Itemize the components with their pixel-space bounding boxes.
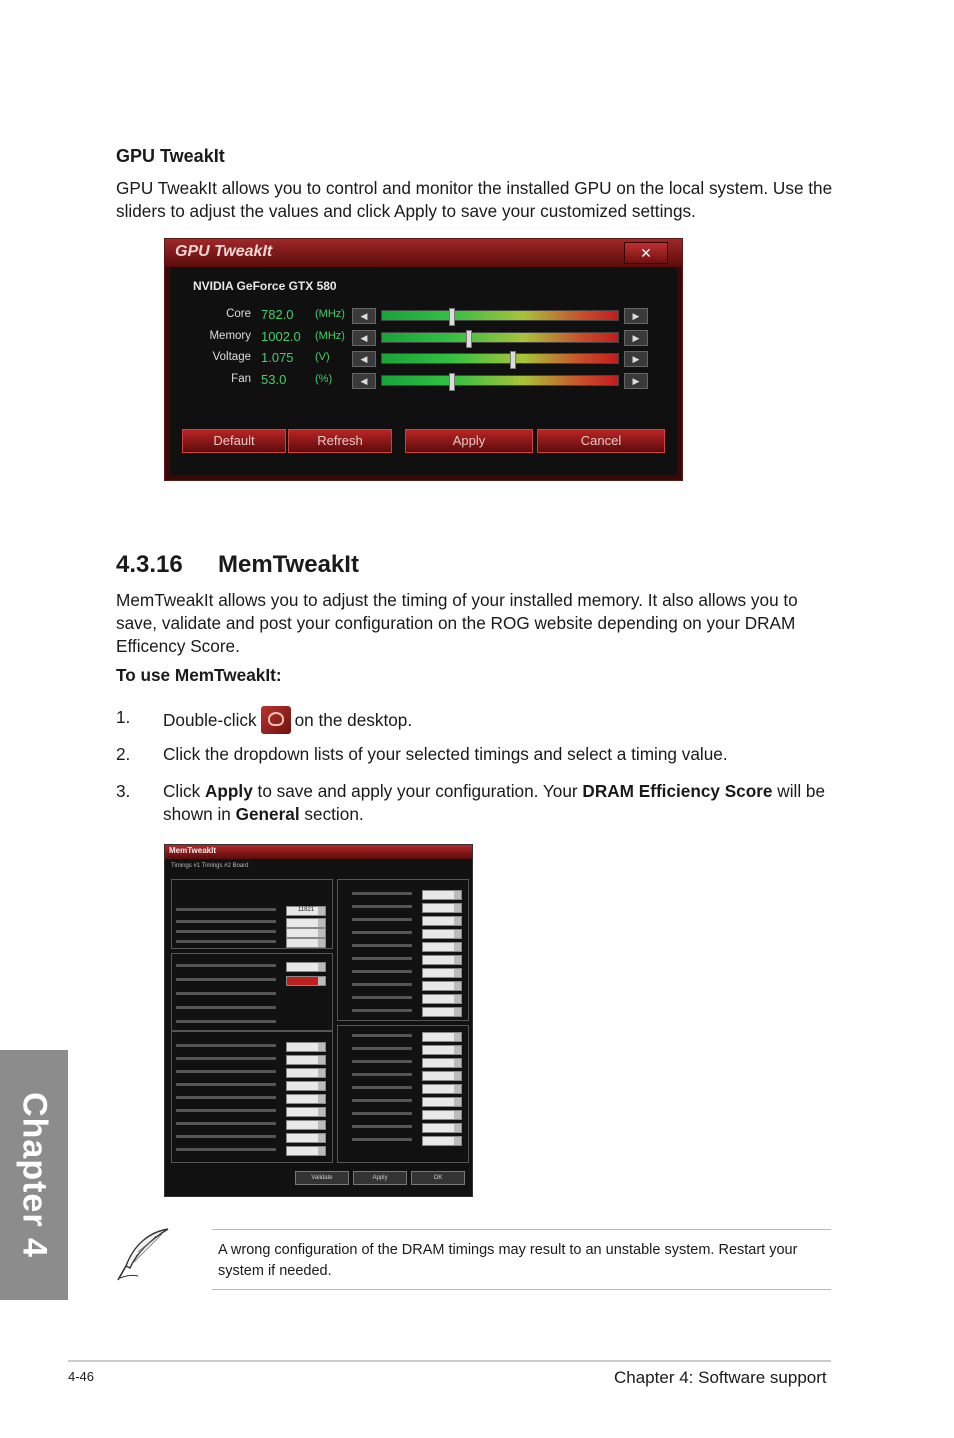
- arrow-left-icon[interactable]: ◀: [352, 330, 376, 346]
- core-unit: (MHz): [315, 308, 345, 320]
- gpu-row-voltage: [165, 351, 682, 367]
- note-bottom-rule: [212, 1289, 831, 1290]
- cancel-button[interactable]: Cancel: [537, 429, 665, 453]
- board-timings-group: [337, 1025, 469, 1163]
- section-title-text: MemTweakIt: [218, 551, 359, 578]
- gpu-window-titlebar: [165, 239, 682, 267]
- gpu-row-fan: [165, 373, 682, 389]
- step-number: 1.: [116, 707, 131, 727]
- fan-label: Fan: [231, 373, 251, 385]
- close-icon[interactable]: ✕: [624, 242, 668, 264]
- voltage-label: Voltage: [212, 351, 251, 363]
- step-text-before: Double-click: [163, 710, 257, 730]
- step-3: [116, 780, 838, 828]
- step-text: [163, 706, 838, 734]
- section-number: 4.3.16: [116, 551, 183, 578]
- gpu-model-label: NVIDIA GeForce GTX 580: [193, 279, 337, 293]
- core-label: Core: [226, 308, 251, 320]
- step-text-after: on the desktop.: [294, 710, 413, 730]
- memtweakit-desktop-icon[interactable]: [261, 706, 291, 734]
- section-title: [116, 551, 359, 579]
- chapter-tab-label: Chapter 4: [15, 1092, 54, 1258]
- memory-value: 1002.0: [261, 329, 301, 344]
- default-button[interactable]: Default: [182, 429, 286, 453]
- tertiary-timings-group: [337, 879, 469, 1021]
- arrow-left-icon[interactable]: ◀: [352, 373, 376, 389]
- secondary-timings-group: [171, 1031, 333, 1163]
- note-text: A wrong configuration of the DRAM timings may result to an unstable system. Restart your system if needed.: [218, 1242, 798, 1279]
- use-heading: To use MemTweakIt:: [116, 665, 282, 685]
- arrow-right-icon[interactable]: ▶: [624, 308, 648, 324]
- core-slider[interactable]: [381, 310, 619, 321]
- general-group: [171, 879, 333, 949]
- slider-thumb[interactable]: [449, 308, 455, 326]
- arrow-right-icon[interactable]: ▶: [624, 330, 648, 346]
- voltage-value: 1.075: [261, 350, 294, 365]
- mem-window-title: MemTweakIt: [169, 846, 216, 855]
- arrow-left-icon[interactable]: ◀: [352, 308, 376, 324]
- memory-slider[interactable]: [381, 332, 619, 343]
- score-value: 11821: [286, 906, 326, 916]
- apply-button[interactable]: Apply: [405, 429, 533, 453]
- arrow-right-icon[interactable]: ▶: [624, 351, 648, 367]
- feather-pen-icon: [116, 1226, 172, 1282]
- step-1: [116, 706, 838, 730]
- slider-thumb[interactable]: [510, 351, 516, 369]
- ok-button[interactable]: OK: [411, 1171, 465, 1185]
- gpu-tweakit-heading: GPU TweakIt: [116, 146, 225, 166]
- apply-button[interactable]: Apply: [353, 1171, 407, 1185]
- slider-thumb[interactable]: [466, 330, 472, 348]
- step-number: 2.: [116, 744, 131, 764]
- arrow-left-icon[interactable]: ◀: [352, 351, 376, 367]
- refresh-button[interactable]: Refresh: [288, 429, 392, 453]
- fan-value: 53.0: [261, 372, 287, 387]
- memory-label: Memory: [209, 330, 251, 342]
- step-text: Click the dropdown lists of your selected timings and select a timing value.: [163, 744, 728, 764]
- step-2: [116, 743, 838, 767]
- primary-timings-group: [171, 953, 333, 1031]
- voltage-slider[interactable]: [381, 353, 619, 364]
- score-row: [172, 906, 332, 912]
- memtweakit-description: MemTweakIt allows you to adjust the timing of your installed memory. It also allows you to save, validate and post your configuration on the ROG website depending on your DRAM Efficency Score.: [116, 590, 798, 656]
- chapter-tab: [0, 1050, 68, 1300]
- fan-slider[interactable]: [381, 375, 619, 386]
- footer-rule: [68, 1360, 831, 1362]
- memory-unit: (MHz): [315, 330, 345, 342]
- mem-window-titlebar: [165, 845, 472, 859]
- arrow-right-icon[interactable]: ▶: [624, 373, 648, 389]
- slider-thumb[interactable]: [449, 373, 455, 391]
- gpu-row-memory: [165, 330, 682, 346]
- gpu-window-title: GPU TweakIt: [175, 243, 273, 260]
- note-top-rule: [212, 1229, 831, 1230]
- step-text: Click Apply to save and apply your configuration. Your DRAM Efficiency Score will be shown in General section.: [163, 781, 826, 824]
- page-number: 4-46: [68, 1369, 95, 1384]
- mem-tabs[interactable]: Timings #1 Timings #2 Board: [171, 863, 249, 869]
- core-value: 782.0: [261, 307, 294, 322]
- gpu-tweakit-description: GPU TweakIt allows you to control and monitor the installed GPU on the local system. Use the sliders to adjust the values and click Apply to save your customized settings.: [116, 178, 833, 221]
- validate-button[interactable]: Validate: [295, 1171, 349, 1185]
- voltage-unit: (V): [315, 351, 330, 363]
- footer-chapter: Chapter 4: Software support: [614, 1368, 827, 1387]
- memtweakit-window: [164, 844, 473, 1197]
- step-number: 3.: [116, 781, 131, 801]
- fan-unit: (%): [315, 373, 333, 385]
- gpu-tweakit-window: [164, 238, 683, 481]
- gpu-row-core: [165, 308, 682, 324]
